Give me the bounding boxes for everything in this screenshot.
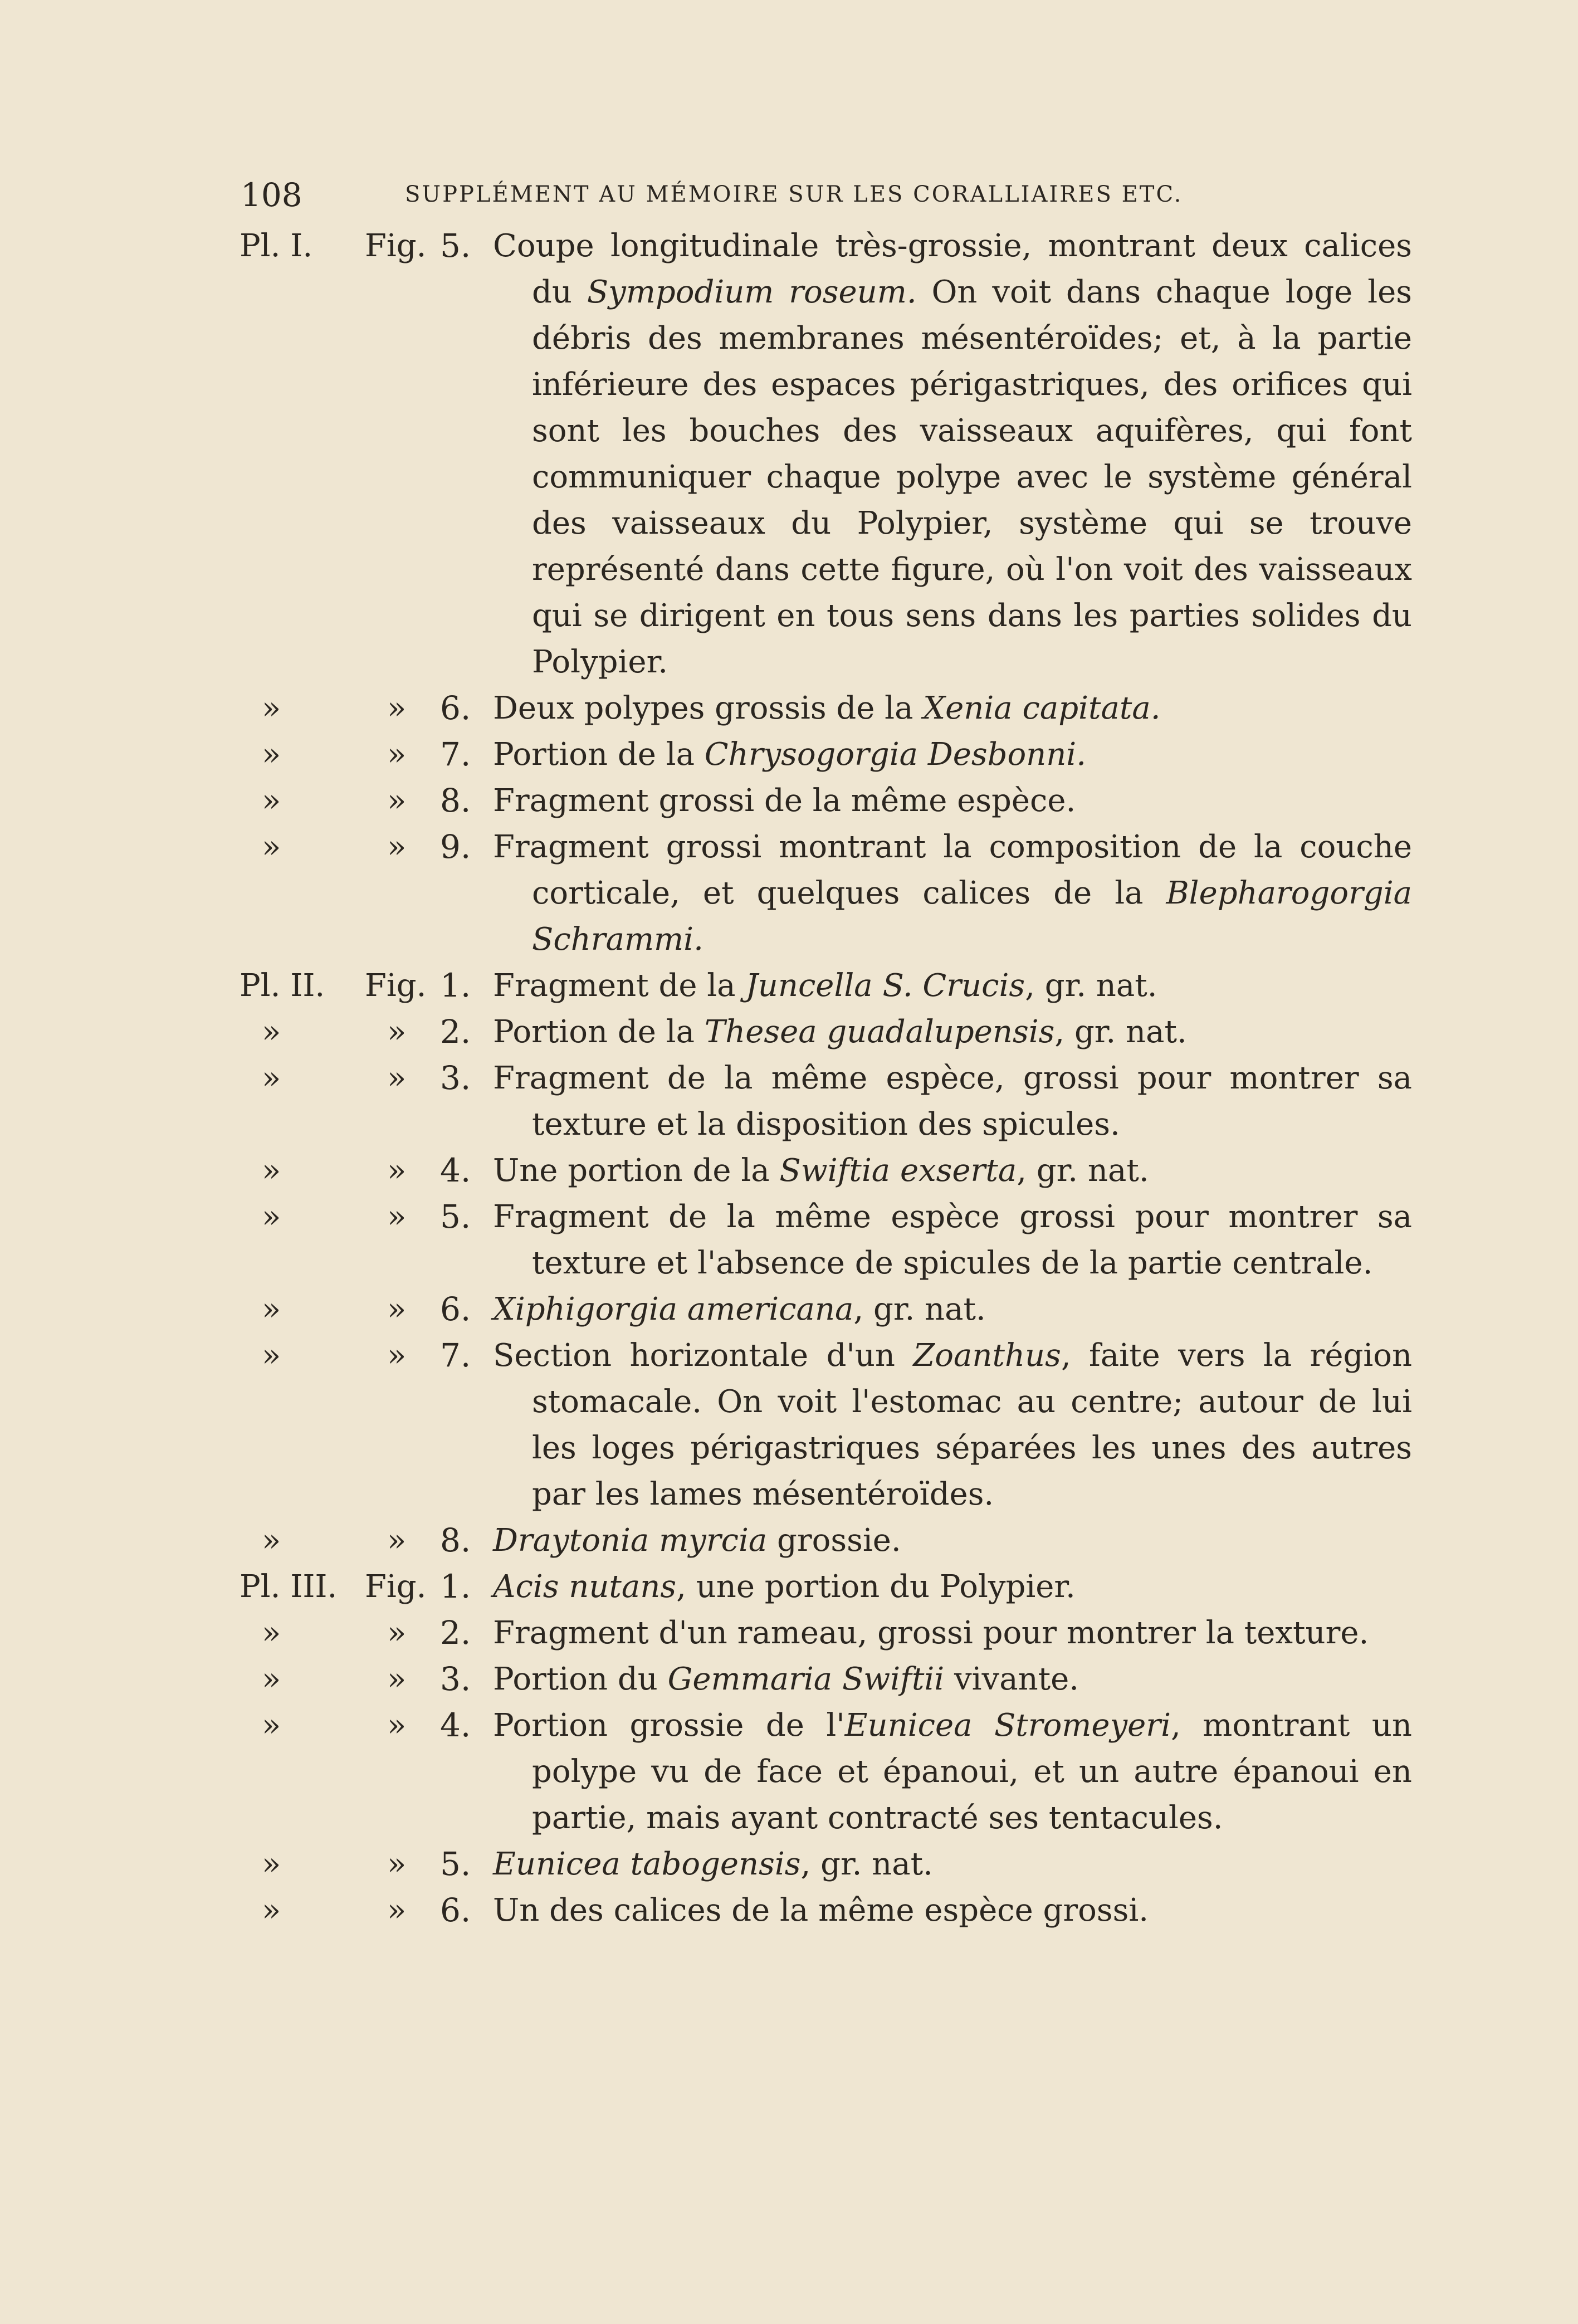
figure-number: 5. (440, 1198, 471, 1236)
figure-description (493, 1055, 1412, 1148)
figure-description (493, 1517, 1412, 1564)
legend-entry (234, 824, 1412, 963)
ditto-mark: » (387, 783, 407, 819)
legend-entry (234, 1564, 1381, 1610)
figure-description (493, 1656, 1412, 1702)
legend-entry (234, 1332, 1413, 1517)
description-text: Portion du (493, 1661, 668, 1697)
fig-label: Fig. (365, 1569, 427, 1605)
figure-number: 8. (440, 782, 471, 819)
ditto-mark: » (387, 1199, 407, 1235)
description-text: Fragment de la (493, 968, 746, 1004)
species-name: Swiftia exserta (779, 1153, 1017, 1189)
description-text: Coupe longitudinale très-grossie, montrant deux calices du (493, 228, 1412, 310)
plate-label: Pl. II. (240, 968, 325, 1004)
species-name: Acis nutans (493, 1569, 677, 1605)
ditto-mark: » (387, 1014, 407, 1050)
species-name: Xenia capitata. (923, 690, 1161, 726)
description-text: , gr. nat. (853, 1291, 986, 1327)
species-name: Draytonia myrcia (493, 1522, 768, 1559)
description-text: , gr. nat. (1017, 1153, 1149, 1189)
legend-entry (234, 1656, 1381, 1702)
figure-number: 7. (440, 735, 471, 773)
ditto-mark: » (262, 829, 281, 865)
figure-number: 9. (440, 828, 471, 866)
figure-legend-list (234, 223, 1413, 1934)
legend-entry (234, 1148, 1381, 1194)
figure-description (493, 1564, 1412, 1610)
ditto-mark: » (387, 1615, 407, 1651)
ditto-mark: » (262, 1153, 281, 1189)
fig-label: Fig. (365, 228, 427, 264)
description-text: Fragment de la même espèce, grossi pour montrer sa texture et la disposition des spicules. (493, 1060, 1412, 1143)
ditto-mark: » (387, 1337, 407, 1374)
figure-number: 7. (440, 1336, 471, 1374)
description-text: , gr. nat. (1054, 1014, 1187, 1050)
legend-entry (234, 1702, 1412, 1841)
fig-label: Fig. (365, 968, 427, 1004)
ditto-mark: » (387, 829, 407, 865)
figure-description (493, 1148, 1412, 1194)
page-header (241, 176, 1199, 214)
figure-number: 5. (440, 227, 471, 265)
legend-entry (234, 778, 1381, 824)
figure-number: 2. (440, 1013, 471, 1051)
figure-description (493, 1702, 1412, 1841)
legend-entry (234, 1009, 1381, 1055)
ditto-mark: » (387, 1707, 407, 1744)
figure-number: 8. (440, 1521, 471, 1559)
ditto-mark: » (262, 1522, 281, 1559)
description-text: Fragment d'un rameau, grossi pour montrer la texture. (493, 1615, 1369, 1651)
description-text: , gr. nat. (1025, 968, 1157, 1004)
description-text: grossie. (767, 1522, 901, 1559)
figure-description (493, 223, 1412, 685)
figure-number: 3. (440, 1059, 471, 1097)
legend-entry (234, 1194, 1412, 1286)
ditto-mark: » (262, 1014, 281, 1050)
ditto-mark: » (262, 1615, 281, 1651)
description-text: , montrant un polype vu de face et épanoui, et un autre épanoui en partie, mais ayant contracté ses tentacules. (532, 1707, 1412, 1836)
figure-number: 1. (440, 966, 471, 1004)
description-text: Fragment grossi de la même espèce. (493, 783, 1076, 819)
ditto-mark: » (387, 736, 407, 773)
ditto-mark: » (262, 1291, 281, 1327)
ditto-mark: » (387, 1291, 407, 1327)
figure-description (493, 731, 1412, 778)
figure-number: 6. (440, 1891, 471, 1929)
figure-description (493, 1610, 1412, 1656)
ditto-mark: » (387, 1153, 407, 1189)
description-text: Section horizontale d'un (493, 1337, 913, 1374)
page-number: 108 (241, 176, 302, 214)
figure-number: 2. (440, 1614, 471, 1652)
ditto-mark: » (387, 1060, 407, 1096)
description-text: , une portion du Polypier. (676, 1569, 1076, 1605)
figure-number: 5. (440, 1845, 471, 1883)
figure-description (493, 778, 1412, 824)
ditto-mark: » (387, 1846, 407, 1882)
species-name: Blepharogorgia Schrammi. (532, 875, 1412, 958)
figure-description (493, 1332, 1412, 1517)
species-name: Xiphigorgia americana (493, 1291, 854, 1327)
figure-description (493, 1286, 1412, 1332)
ditto-mark: » (387, 690, 407, 726)
legend-entry (234, 1887, 1381, 1934)
figure-description (493, 1194, 1412, 1286)
description-text: vivante. (944, 1661, 1079, 1697)
ditto-mark: » (262, 1892, 281, 1928)
description-text: Portion grossie de l' (493, 1707, 845, 1744)
species-name: Eunicea Stromeyeri (844, 1707, 1171, 1744)
species-name: Juncella S. Crucis (745, 968, 1025, 1004)
species-name: Sympodium roseum. (587, 274, 917, 310)
legend-entry (234, 963, 1381, 1009)
description-text: , faite vers la région stomacale. On voit l'estomac au centre; autour de lui les loges périgastriques séparées les unes des autres par les lames mésentéroïdes. (532, 1337, 1413, 1512)
plate-label: Pl. III. (240, 1569, 338, 1605)
legend-entry (234, 1055, 1412, 1148)
description-text: Une portion de la (493, 1153, 780, 1189)
ditto-mark: » (262, 736, 281, 773)
species-name: Zoanthus (913, 1337, 1061, 1374)
legend-entry (234, 731, 1381, 778)
plate-label: Pl. I. (240, 228, 313, 264)
species-name: Thesea guadalupensis (704, 1014, 1055, 1050)
figure-description (493, 1009, 1412, 1055)
description-text: , gr. nat. (800, 1846, 933, 1882)
legend-entry (234, 685, 1381, 731)
figure-number: 6. (440, 689, 471, 727)
figure-number: 4. (440, 1706, 471, 1744)
ditto-mark: » (262, 1846, 281, 1882)
description-text: Fragment de la même espèce grossi pour montrer sa texture et l'absence de spicules de la partie centrale. (493, 1199, 1412, 1281)
figure-description (493, 963, 1412, 1009)
ditto-mark: » (262, 783, 281, 819)
ditto-mark: » (262, 1199, 281, 1235)
species-name: Chrysogorgia Desbonni. (704, 736, 1087, 773)
description-text: Portion de la (493, 1014, 705, 1050)
description-text: Deux polypes grossis de la (493, 690, 924, 726)
description-text: Un des calices de la même espèce grossi. (493, 1892, 1149, 1928)
figure-number: 6. (440, 1290, 471, 1328)
ditto-mark: » (262, 1707, 281, 1744)
ditto-mark: » (387, 1892, 407, 1928)
figure-number: 1. (440, 1568, 471, 1605)
ditto-mark: » (262, 1060, 281, 1096)
description-text: Portion de la (493, 736, 705, 773)
ditto-mark: » (387, 1661, 407, 1697)
figure-description (493, 1887, 1412, 1934)
legend-entry (234, 1841, 1381, 1887)
ditto-mark: » (262, 1661, 281, 1697)
ditto-mark: » (262, 690, 281, 726)
ditto-mark: » (387, 1522, 407, 1559)
legend-entry (234, 1610, 1381, 1656)
figure-description (493, 685, 1412, 731)
figure-description (493, 824, 1412, 963)
running-title: SUPPLÉMENT AU MÉMOIRE SUR LES CORALLIAIRES ETC. (405, 182, 1183, 207)
legend-entry (234, 1286, 1381, 1332)
figure-number: 4. (440, 1151, 471, 1189)
description-text: Fragment grossi montrant la composition de la couche corticale, et quelques calices de la (493, 829, 1412, 911)
species-name: Eunicea tabogensis (493, 1846, 801, 1882)
legend-entry (234, 1517, 1381, 1564)
figure-number: 3. (440, 1660, 471, 1698)
description-text: On voit dans chaque loge les débris des membranes mésentéroïdes; et, à la partie inférieure des espaces périgastriques, des orifices qui sont les bouches des vaisseaux aquifères, qui font communiquer chaque polype avec le système général des vaisseaux du Polypier, système qui se trouve représenté dans cette figure, où l'on voit des vaisseaux qui se dirigent en tous sens dans les parties solides du Polypier. (532, 274, 1412, 680)
species-name: Gemmaria Swiftii (667, 1661, 945, 1697)
ditto-mark: » (262, 1337, 281, 1374)
figure-description (493, 1841, 1412, 1887)
legend-entry (234, 223, 1412, 685)
